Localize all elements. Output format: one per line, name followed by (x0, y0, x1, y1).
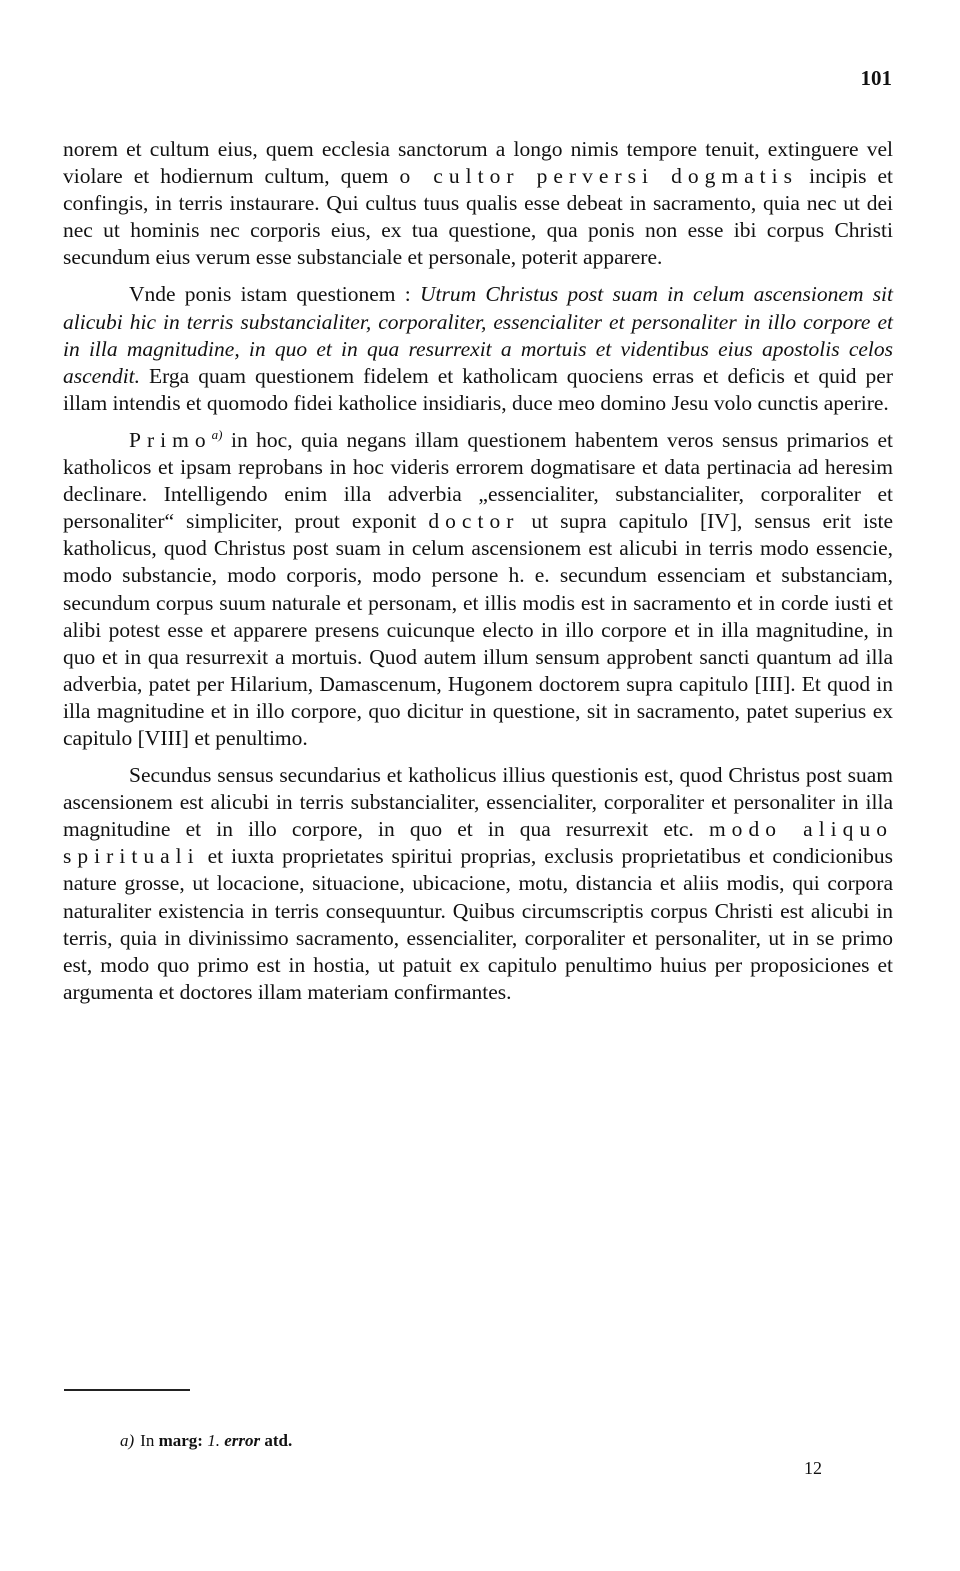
footnote-reference: a) (211, 426, 223, 442)
footnote-marg: marg: (158, 1431, 203, 1450)
signature-mark: 12 (804, 1458, 822, 1478)
footnote-text-b: 1. (202, 1431, 225, 1450)
paragraph-3 (63, 427, 893, 752)
paragraph-4 (63, 762, 893, 1006)
footnote (120, 1431, 292, 1451)
paragraph-2-text-b: Erga quam questionem fidelem et katholicam quociens erras et deficis et quid per illam intendis et quomodo fidei katholice insidiaris, duce meo domino Jesu volo cunctis aperire. (63, 363, 893, 415)
footnote-error: error (224, 1431, 261, 1450)
paragraph-3-spaced-primo: Primo (129, 427, 212, 452)
paragraph-2 (63, 281, 893, 416)
paragraph-4-spaced-phrase: modo aliquo spirituali (63, 817, 893, 869)
paragraph-2-text-a: Vnde ponis istam questionem : (129, 282, 420, 307)
paragraph-4-text-a: Secundus sensus secundarius et katholicus illius questionis est, quod Christus post suam ascensionem est alicubi in terris substancialiter, essencialiter, corporaliter et personaliter in illa magnitudine et in illo corpore, in quo et in qua resurrexit etc. (63, 763, 893, 842)
paragraph-3-spaced-doctor: doctor (428, 509, 520, 534)
footnote-rule (64, 1389, 190, 1391)
paragraph-1-text-a: norem et cultum eius, quem ecclesia sanctorum a longo nimis tempore tenuit, extinguere vel violare et hodiernum cultum, quem (63, 137, 893, 189)
paragraph-1-text-b: incipis et confingis, in terris instaurare. Qui cultus tuus qualis esse debeat in sacramento, quia nec ut dei nec ut hominis nec corporis eius, ex tua questione, qua ponis non esse ibi corpus Christi secundum eius verum esse substanciale et personale, poterit apparere. (63, 164, 893, 270)
paragraph-1-spaced-phrase: o cultor perversi dogmatis (399, 164, 799, 189)
paragraph-3-text-a: in hoc, quia negans illam questionem habentem veros sensus primarios et katholicos et ipsam reprobans in hoc videris errorem dogmatisare et data pertinacia ad heresim declinare. Intelligendo enim illa adverbia „essencialiter, substancialiter, corporaliter et personaliter“ simpliciter, prout exponit (63, 427, 893, 534)
footnote-text-c: atd. (260, 1431, 293, 1450)
page-number: 101 (860, 66, 892, 90)
question-italic: Utrum Christus post suam in celum ascensionem sit alicubi hic in terris substancialiter, corporaliter, essencialiter et personaliter in illo corpore et in illa magnitudine, in quo et in qua resurrexit a mortuis et videntibus eius apostolis celos ascendit. (63, 282, 894, 388)
paragraph-4-text-b: et iuxta proprietates spiritui proprias, exclusis proprietatibus et condicionibus nature grosse, ut locacione, situacione, ubicacione, motu, distancia et aliis modis, qui corpora naturaliter existencia in terris consequuntur. Quibus circumscriptis corpus Christi est alicubi in terris, quia in divinissimo sacramento, essencialiter, corporaliter et personaliter, ut in se primo est, modo quo primo est in hostia, ut patuit ex capitulo penultimo huius per proposiciones et argumenta et doctores illam materiam confirmantes. (63, 844, 893, 1004)
footnote-text-a: In (140, 1431, 159, 1450)
main-text (63, 136, 893, 1006)
footnote-mark: a) (120, 1431, 135, 1450)
paragraph-1 (63, 136, 893, 271)
paragraph-3-text-b: ut supra capitulo [IV], sensus erit iste katholicus, quod Christus post suam in celum ascensionem est alicubi in terris modo essencie, modo substancie, modo corporis, modo persone h. e. secundum essenciam et substanciam, secundum corpus suum naturale et personam, et illis modis est in sacramento et in corde iusti et alibi potest esse et apparere presens cuicunque electo in illo corpore et in illa magnitudine, in quo et in qua resurrexit a mortuis. Quod autem illum sensum approbent sancti quantum ad illa adverbia, patet per Hilarium, Damascenum, Hugonem doctorem supra capitulo [III]. Et quod in illa magnitudine et in illo corpore, quo dicitur in questione, sit in sacramento, patet superius ex capitulo [VIII] et penultimo. (63, 509, 893, 750)
